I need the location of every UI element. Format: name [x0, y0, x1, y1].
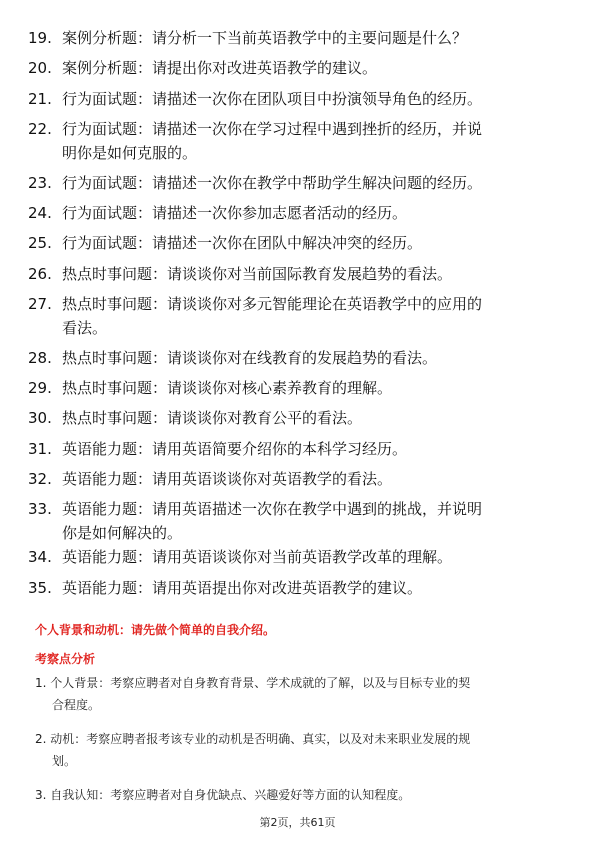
analysis-point-2: 2. 动机：考察应聘者报考该专业的动机是否明确、真实，以及对未来职业发展的规 划。: [35, 732, 471, 768]
question-22: 22. 行为面试题：请描述一次你在学习过程中遇到挫折的经历，并说 明你是如何克服的。: [28, 120, 483, 162]
section-heading: 个人背景和动机：请先做个简单的自我介绍。: [35, 623, 276, 637]
question-34: 34. 英语能力题：请用英语谈谈你对当前英语教学改革的理解。: [28, 548, 453, 566]
question-23: 23. 行为面试题：请描述一次你在教学中帮助学生解决问题的经历。: [28, 174, 483, 192]
question-21: 21. 行为面试题：请描述一次你在团队项目中扮演领导角色的经历。: [28, 90, 483, 108]
question-31: 31. 英语能力题：请用英语简要介绍你的本科学习经历。: [28, 440, 408, 458]
question-20: 20. 案例分析题：请提出你对改进英语教学的建议。: [28, 59, 378, 77]
question-35: 35. 英语能力题：请用英语提出你对改进英语教学的建议。: [28, 579, 423, 597]
analysis-point-3: 3. 自我认知：考察应聘者对自身优缺点、兴趣爱好等方面的认知程度。: [35, 788, 411, 802]
question-19: 19. 案例分析题：请分析一下当前英语教学中的主要问题是什么？: [28, 29, 468, 47]
question-25: 25. 行为面试题：请描述一次你在团队中解决冲突的经历。: [28, 234, 423, 252]
analysis-point-1: 1. 个人背景：考察应聘者对自身教育背景、学术成就的了解，以及与目标专业的契 合程度。: [35, 676, 471, 712]
question-30: 30. 热点时事问题：请谈谈你对教育公平的看法。: [28, 409, 363, 427]
question-27: 27. 热点时事问题：请谈谈你对多元智能理论在英语教学中的应用的 看法。: [28, 295, 483, 337]
question-26: 26. 热点时事问题：请谈谈你对当前国际教育发展趋势的看法。: [28, 265, 453, 283]
question-24: 24. 行为面试题：请描述一次你参加志愿者活动的经历。: [28, 204, 408, 222]
question-29: 29. 热点时事问题：请谈谈你对核心素养教育的理解。: [28, 379, 393, 397]
question-32: 32. 英语能力题：请用英语谈谈你对英语教学的看法。: [28, 470, 393, 488]
question-33: 33. 英语能力题：请用英语描述一次你在教学中遇到的挑战，并说明 你是如何解决的。: [28, 500, 483, 542]
question-28: 28. 热点时事问题：请谈谈你对在线教育的发展趋势的看法。: [28, 349, 438, 367]
page-footer: 第2页，共61页: [259, 816, 336, 829]
section-subheading: 考察点分析: [35, 652, 96, 666]
